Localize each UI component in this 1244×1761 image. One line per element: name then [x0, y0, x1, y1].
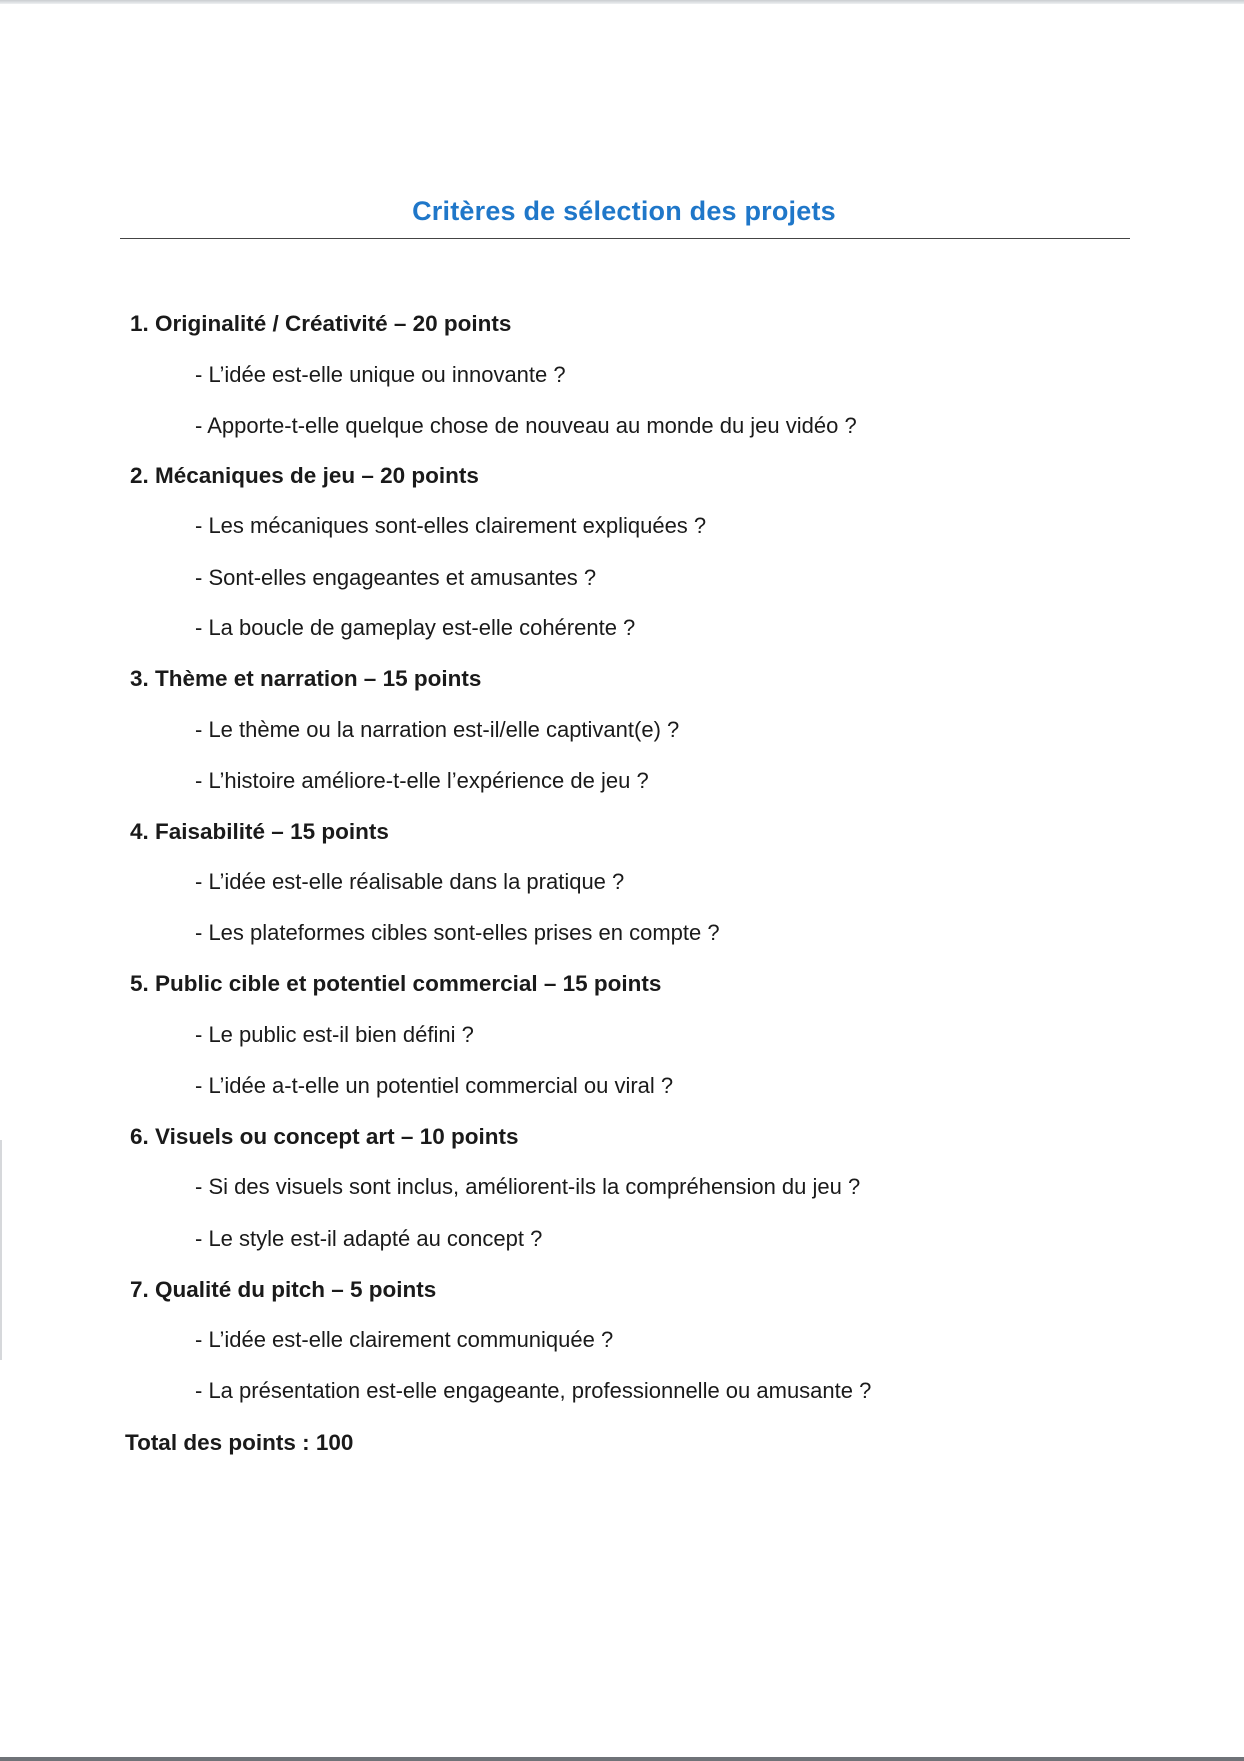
criterion-question: - L’histoire améliore-t-elle l’expérience de jeu ? — [195, 768, 649, 793]
criterion-question: - Les plateformes cibles sont-elles prises en compte ? — [195, 920, 720, 945]
criterion-heading: 6. Visuels ou concept art – 10 points — [130, 1124, 519, 1149]
criterion-question: - L’idée est-elle réalisable dans la pratique ? — [195, 869, 625, 894]
criterion-question: - Le thème ou la narration est-il/elle captivant(e) ? — [195, 717, 680, 742]
criterion-question: - Sont-elles engageantes et amusantes ? — [195, 565, 597, 590]
criterion-question: - Les mécaniques sont-elles clairement expliquées ? — [195, 513, 707, 538]
criterion-question: - L’idée est-elle clairement communiquée ? — [195, 1327, 614, 1352]
criterion-heading: 1. Originalité / Créativité – 20 points — [130, 311, 512, 336]
criterion-question: - Si des visuels sont inclus, améliorent-ils la compréhension du jeu ? — [195, 1174, 861, 1199]
criterion-heading: 2. Mécaniques de jeu – 20 points — [130, 463, 479, 488]
scan-edge-bottom — [0, 1757, 1244, 1761]
title-divider — [120, 238, 1130, 239]
criterion-heading: 4. Faisabilité – 15 points — [130, 819, 389, 844]
criterion-question: - La boucle de gameplay est-elle cohérente ? — [195, 615, 636, 640]
criterion-question: - La présentation est-elle engageante, professionnelle ou amusante ? — [195, 1378, 872, 1403]
scan-edge-left — [0, 1140, 2, 1360]
criterion-question: - Le public est-il bien défini ? — [195, 1022, 474, 1047]
page-title: Critères de sélection des projets — [412, 196, 836, 226]
criterion-question: - Le style est-il adapté au concept ? — [195, 1226, 543, 1251]
criterion-question: - L’idée est-elle unique ou innovante ? — [195, 362, 566, 387]
criterion-heading: 5. Public cible et potentiel commercial – 15 points — [130, 971, 662, 996]
scan-edge-top — [0, 0, 1244, 4]
criterion-question: - L’idée a-t-elle un potentiel commercial ou viral ? — [195, 1073, 674, 1098]
criterion-heading: 3. Thème et narration – 15 points — [130, 666, 482, 691]
criterion-question: - Apporte-t-elle quelque chose de nouveau au monde du jeu vidéo ? — [195, 413, 857, 438]
criterion-heading: 7. Qualité du pitch – 5 points — [130, 1277, 437, 1302]
points-total: Total des points : 100 — [125, 1430, 354, 1455]
